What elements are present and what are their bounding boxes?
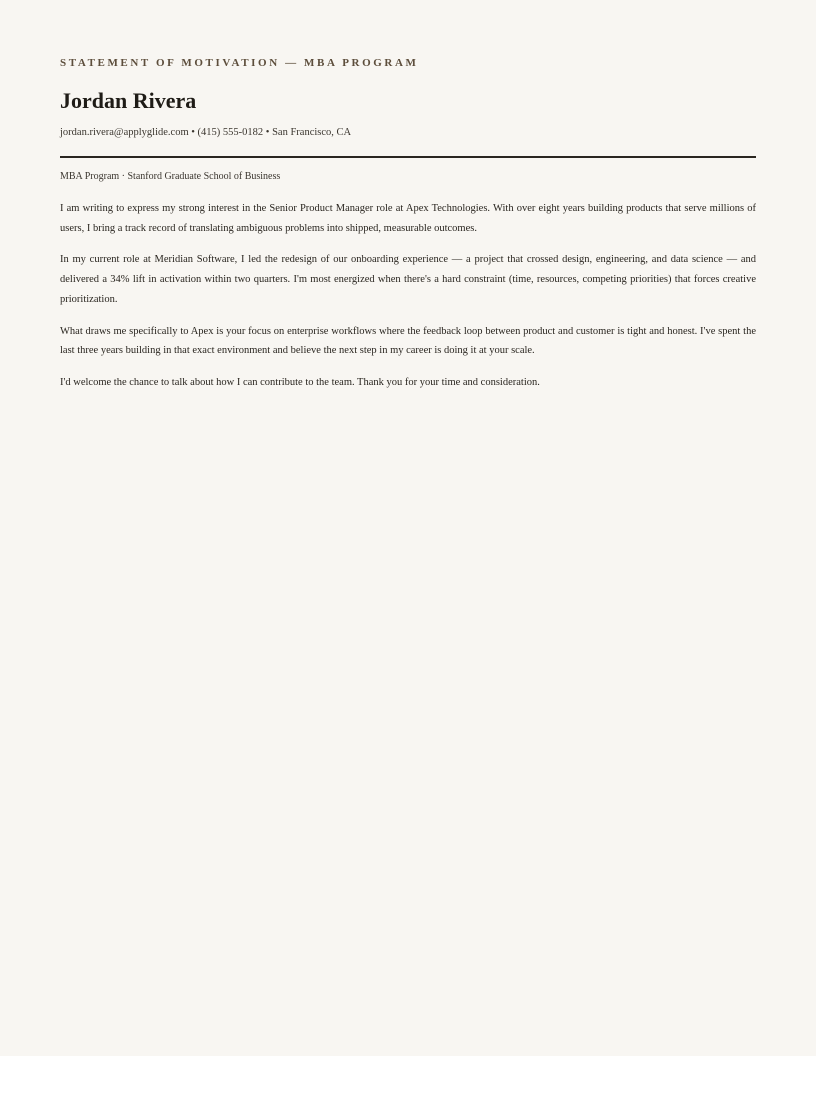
document-content (60, 56, 756, 405)
applicant-name: Jordan Rivera (60, 88, 197, 113)
program-line: MBA Program · Stanford Graduate School of Business (60, 171, 281, 182)
body-paragraph: What draws me specifically to Apex is your focus on enterprise workflows where the feedback loop between product and customer is tight and honest. I've spent the last three years building in that exact environment and believe the next step in my career is doing it at your scale. (60, 325, 756, 357)
letter-body (60, 199, 756, 393)
body-paragraph: I am writing to express my strong interest in the Senior Product Manager role at Apex Technologies. With over eight years building products that serve millions of users, I bring a track record of translating ambiguous problems into shipped, measurable outcomes. (60, 203, 756, 234)
body-paragraph: I'd welcome the chance to talk about how I can contribute to the team. Thank you for your time and consideration. (60, 376, 540, 388)
document-kicker: STATEMENT OF MOTIVATION — MBA PROGRAM (60, 57, 419, 69)
header-divider (60, 156, 756, 158)
body-paragraph: In my current role at Meridian Software, I led the redesign of our onboarding experience — a project that crossed design, engineering, and data science — and delivered a 34% lift in activation within two quarters. I'm most energized when there's a hard constraint (time, resources, competing priorities) that forces creative prioritization. (60, 254, 756, 305)
contact-line: jordan.rivera@applyglide.com • (415) 555-0182 • San Francisco, CA (60, 127, 352, 138)
